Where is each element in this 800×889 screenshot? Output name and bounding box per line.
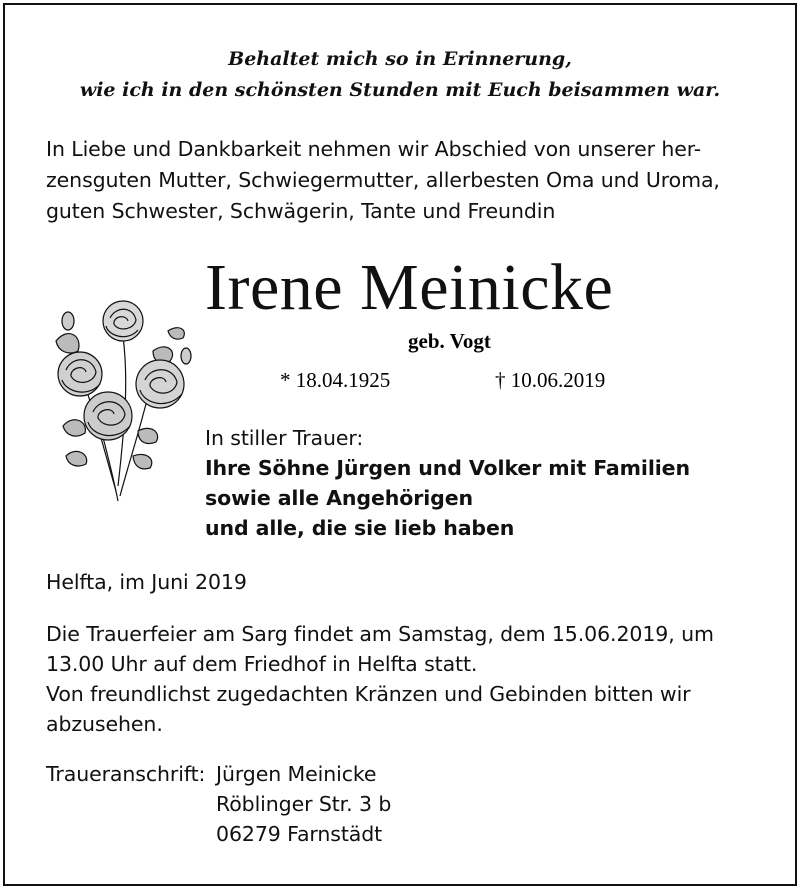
birth-date: * 18.04.1925 [280,368,391,392]
address-city: 06279 Farnstädt [216,822,383,846]
death-date: † 10.06.2019 [495,368,606,392]
mourners-line-1: Ihre Söhne Jürgen und Volker mit Familien [205,456,690,480]
roses-illustration-icon [38,296,198,506]
intro-line-1: In Liebe und Dankbarkeit nehmen wir Abschied von unserer her- [46,137,702,161]
intro-line-2: zensguten Mutter, Schwiegermutter, allerbesten Oma und Uroma, [46,168,720,192]
funeral-line-1: Die Trauerfeier am Sarg findet am Samstag, dem 15.06.2019, um [46,622,714,646]
mourners-line-2: sowie alle Angehörigen [205,486,474,510]
place-date: Helfta, im Juni 2019 [46,570,247,594]
funeral-line-4: abzusehen. [46,712,163,736]
mourners-line-3: und alle, die sie lieb haben [205,516,515,540]
motto-line-1: Behaltet mich so in Erinnerung, [228,48,572,70]
address-label: Traueranschrift: [46,762,206,786]
deceased-name: Irene Meinicke [205,251,614,324]
mourners-heading: In stiller Trauer: [205,426,364,450]
birth-name: geb. Vogt [408,329,491,353]
funeral-line-2: 13.00 Uhr auf dem Friedhof in Helfta statt. [46,652,478,676]
intro-line-3: guten Schwester, Schwägerin, Tante und Freundin [46,199,556,223]
address-street: Röblinger Str. 3 b [216,792,392,816]
funeral-line-3: Von freundlichst zugedachten Kränzen und Gebinden bitten wir [46,682,691,706]
address-name: Jürgen Meinicke [216,762,377,786]
motto-line-2: wie ich in den schönsten Stunden mit Euch beisammen war. [79,79,721,101]
